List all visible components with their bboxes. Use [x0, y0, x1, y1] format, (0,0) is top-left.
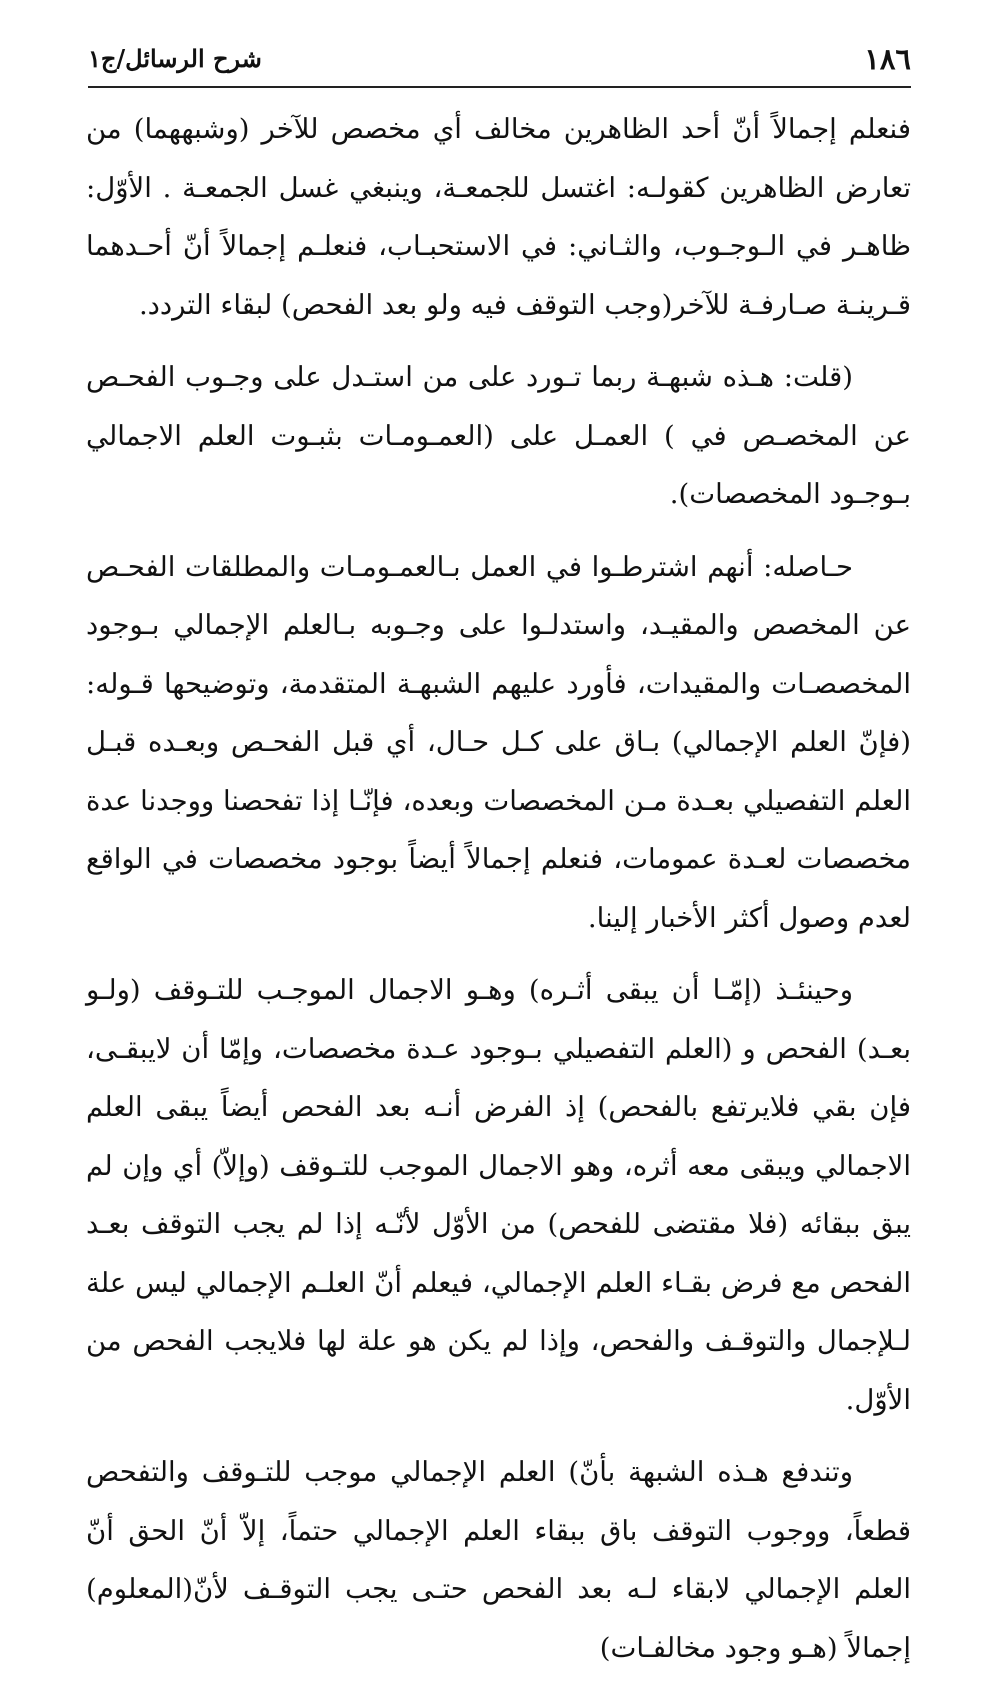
body-text — [86, 100, 911, 1691]
paragraph: فنعلم إجمالاً أنّ أحد الظاهرين مخالف أي مخصص للآخر (وشبههما) من تعارض الظاهرين كقولـه: اغتسل للجمعـة، وينبغي غسل الجمعـة . الأوّل: ظاهـر في الـوجـوب، والثـاني: في الاستحبـاب، فنعلـم إجمالاً أنّ أحـدهما قـرينـة صـارفـة للآخر(وجب التوقف فيه ولو بعد الفحص) لبقاء التردد. — [86, 113, 911, 321]
paragraph: وحينئـذ (إمّـا أن يبقى أثـره) وهـو الاجمال الموجـب للتـوقف (ولـو بعـد) الفحص و (العلم التفصيلي بـوجود عـدة مخصصات، وإمّا أن لايبقـى، فإن بقي فلايرتفع بالفحص) إذ الفرض أنـه بعد الفحص أيضاً يبقى العلم الاجمالي ويبقى معه أثره، وهو الاجمال الموجب للتـوقف (وإلاّ) أي وإن لم يبق ببقائه (فلا مقتضى للفحص) من الأوّل لأنّـه إذا لم يجب التوقف بعـد الفحص مع فرض بقـاء العلم الإجمالي، فيعلم أنّ العلـم الإجمالي ليس علة لـلإجمال والتوقـف والفحص، وإذا لم يكن هو علة لها فلايجب الفحص من الأوّل. — [86, 974, 911, 1416]
page-number: ١٨٦ — [864, 42, 911, 76]
page-header — [88, 38, 911, 88]
paragraph: (قلت: هـذه شبهـة ربما تـورد على من استـدل على وجـوب الفحـص عن المخصـص في ) العمـل على (العمـومـات بثبـوت العلم الاجمالي بـوجـود المخصصات). — [86, 361, 911, 510]
paragraph: وتندفع هـذه الشبهة بأنّ) العلم الإجمالي موجب للتـوقف والتفحص قطعاً، ووجوب التوقف باق ببقاء العلم الإجمالي حتماً، إلاّ أنّ الحق أنّ العلم الإجمالي لابقاء لـه بعد الفحص حتـى يجب التوقـف لأنّ(المعلوم) إجمالاً (هـو وجود مخالفـات) — [86, 1456, 911, 1664]
running-title: شرح الرسائل/ج١ — [88, 44, 262, 73]
paragraph: حـاصله: أنهم اشترطـوا في العمل بـالعمـومـات والمطلقات الفحـص عن المخصص والمقيـد، واستدلـوا على وجـوبه بـالعلم الإجمالي بـوجود المخصصـات والمقيدات، فأورد عليهم الشبهـة المتقدمة، وتوضيحها قـوله: (فإنّ العلم الإجمالي) بـاق على كـل حـال، أي قبل الفحـص وبعـده قبـل العلم التفصيلي بعـدة مـن المخصصات وبعده، فإنّـا إذا تفحصنا ووجدنا عدة مخصصات لعـدة عمومات، فنعلم إجمالاً أيضاً بوجود مخصصات في الواقع لعدم وصول أكثر الأخبار إلينا. — [86, 550, 911, 934]
